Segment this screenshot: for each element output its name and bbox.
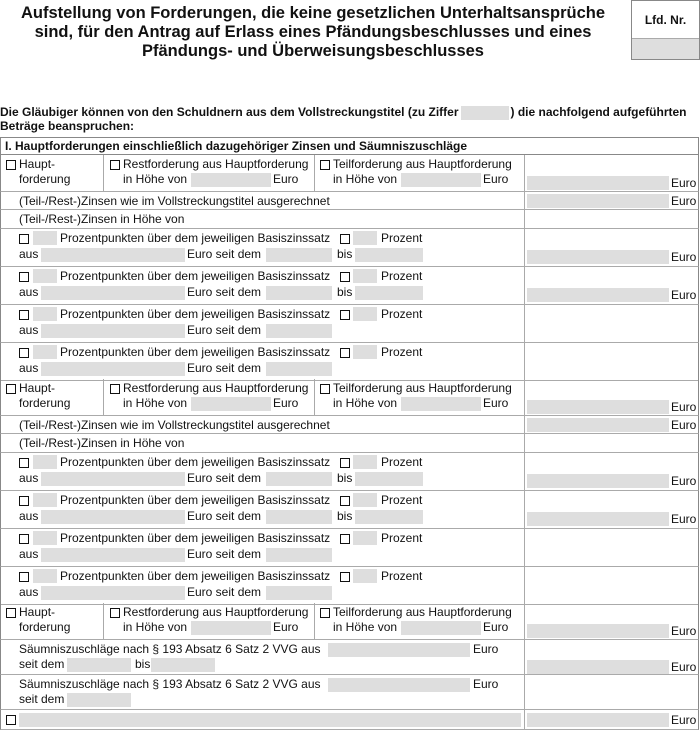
amount-input[interactable] [527, 288, 669, 302]
column-divider [524, 710, 525, 729]
teilforderung-amount-input[interactable] [401, 621, 481, 635]
aus-label: aus [19, 547, 39, 561]
aus-label: aus [19, 471, 39, 485]
restforderung-label: Restforderung aus Hauptforderung [123, 605, 309, 619]
prozent-input[interactable] [353, 493, 377, 507]
amount-input[interactable] [527, 176, 669, 190]
saeumnis-amount-input[interactable] [328, 643, 470, 657]
bis-label: bis [337, 285, 353, 299]
basis-amount-input[interactable] [41, 548, 185, 562]
seit-dem-date-input[interactable] [67, 658, 131, 672]
prozentpunkte-input[interactable] [33, 345, 57, 359]
zinsen-titel-label: (Teil-/Rest-)Zinsen wie im Vollstreckungstitel ausgerechnet [19, 418, 330, 432]
amount-input[interactable] [527, 660, 669, 674]
zinsen-row [0, 491, 699, 529]
prozent-checkbox[interactable] [340, 310, 350, 320]
intro-text [0, 106, 700, 133]
amount-input[interactable] [527, 400, 669, 414]
prozentpunkte-checkbox[interactable] [19, 310, 29, 320]
teilforderung-label: in Höhe von [333, 396, 398, 410]
prozent-label: Prozent [381, 455, 423, 469]
prozent-label: Prozent [381, 493, 423, 507]
prozentpunkte-label: Prozentpunkten über dem jeweiligen Basiszinssatz [60, 493, 331, 507]
amount-input[interactable] [527, 418, 669, 432]
amount-input[interactable] [527, 250, 669, 264]
bis-date-input[interactable] [151, 658, 215, 672]
amount-input[interactable] [527, 512, 669, 526]
euro-unit: Euro [483, 172, 509, 186]
teilforderung-checkbox[interactable] [320, 160, 330, 170]
amount-input[interactable] [527, 624, 669, 638]
seit-dem-date-input[interactable] [266, 324, 332, 338]
aus-label: aus [19, 585, 39, 599]
prozentpunkte-input[interactable] [33, 493, 57, 507]
prozentpunkte-checkbox[interactable] [19, 348, 29, 358]
teilforderung-amount-input[interactable] [401, 397, 481, 411]
euro-unit: Euro [671, 176, 697, 190]
basis-amount-input[interactable] [41, 286, 185, 300]
prozentpunkte-checkbox[interactable] [19, 458, 29, 468]
restforderung-amount-input[interactable] [191, 621, 271, 635]
restforderung-label: in Höhe von [123, 620, 188, 634]
hauptforderung-label: forderung [19, 620, 71, 634]
seit-dem-date-input[interactable] [266, 362, 332, 376]
prozentpunkte-label: Prozentpunkten über dem jeweiligen Basiszinssatz [60, 307, 331, 321]
hauptforderung-row [0, 603, 699, 640]
section-title: I. Hauptforderungen einschließlich dazugehöriger Zinsen und Säumniszuschläge [0, 137, 699, 155]
euro-unit: Euro [671, 713, 697, 727]
aus-label: aus [19, 323, 39, 337]
column-divider [524, 491, 525, 528]
seit-dem-label: seit dem [19, 692, 65, 706]
prozentpunkte-label: Prozentpunkten über dem jeweiligen Basiszinssatz [60, 455, 331, 469]
title-line-1: Aufstellung von Forderungen, die keine gesetzlichen Unterhaltsansprüche [20, 4, 606, 22]
restforderung-label: Restforderung aus Hauptforderung [123, 157, 309, 171]
column-divider [524, 416, 525, 433]
zinsen-hoehe-row [0, 434, 699, 453]
hauptforderung-label: Haupt- [19, 157, 56, 171]
euro-seit-dem-label: Euro seit dem [187, 509, 262, 523]
prozent-checkbox[interactable] [340, 572, 350, 582]
euro-seit-dem-label: Euro seit dem [187, 471, 262, 485]
column-divider [524, 379, 525, 415]
euro-unit: Euro [671, 400, 697, 414]
column-divider [524, 434, 525, 452]
column-divider [524, 192, 525, 209]
lfd-nr-input[interactable] [632, 38, 699, 59]
euro-unit: Euro [483, 620, 509, 634]
prozentpunkte-input[interactable] [33, 231, 57, 245]
prozentpunkte-label: Prozentpunkten über dem jeweiligen Basiszinssatz [60, 569, 331, 583]
basis-amount-input[interactable] [41, 472, 185, 486]
euro-unit: Euro [671, 660, 697, 674]
zinsen-row [0, 305, 699, 343]
zinsen-row [0, 229, 699, 267]
prozentpunkte-label: Prozentpunkten über dem jeweiligen Basiszinssatz [60, 531, 331, 545]
zinsen-row [0, 453, 699, 491]
intro-line-2: Beträge beanspruchen: [0, 119, 135, 133]
restforderung-checkbox[interactable] [110, 608, 120, 618]
euro-unit: Euro [473, 642, 499, 656]
prozentpunkte-checkbox[interactable] [19, 234, 29, 244]
sonstige-row [0, 710, 699, 730]
euro-unit: Euro [671, 418, 697, 432]
restforderung-label: in Höhe von [123, 396, 188, 410]
title-line-2: sind, für den Antrag auf Erlass eines Pfändungsbeschlusses und eines [34, 23, 592, 41]
zinsen-hoehe-row [0, 210, 699, 229]
zinsen-hoehe-label: (Teil-/Rest-)Zinsen in Höhe von [19, 212, 185, 226]
basis-amount-input[interactable] [41, 324, 185, 338]
prozent-checkbox[interactable] [340, 348, 350, 358]
aus-label: aus [19, 247, 39, 261]
prozent-input[interactable] [353, 307, 377, 321]
euro-unit: Euro [483, 396, 509, 410]
zinsen-titel-row [0, 416, 699, 434]
prozent-label: Prozent [381, 231, 423, 245]
title-line-3: Pfändungs- und Überweisungsbeschlusses [142, 42, 484, 60]
bis-date-input[interactable] [355, 510, 423, 524]
euro-unit: Euro [671, 194, 697, 208]
column-divider [524, 267, 525, 304]
teilforderung-label: Teilforderung aus Hauptforderung [333, 605, 512, 619]
prozentpunkte-checkbox[interactable] [19, 272, 29, 282]
prozent-checkbox[interactable] [340, 234, 350, 244]
ziffer-input[interactable] [461, 106, 509, 120]
column-divider [103, 379, 104, 415]
prozent-input[interactable] [353, 269, 377, 283]
column-divider [524, 155, 525, 191]
teilforderung-amount-input[interactable] [401, 173, 481, 187]
euro-unit: Euro [273, 172, 299, 186]
basis-amount-input[interactable] [41, 248, 185, 262]
prozent-label: Prozent [381, 531, 423, 545]
prozentpunkte-checkbox[interactable] [19, 534, 29, 544]
lfd-nr-box [631, 0, 700, 60]
teilforderung-label: in Höhe von [333, 620, 398, 634]
restforderung-checkbox[interactable] [110, 384, 120, 394]
column-divider [524, 529, 525, 566]
sonstige-checkbox[interactable] [6, 715, 16, 725]
teilforderung-label: Teilforderung aus Hauptforderung [333, 157, 512, 171]
basis-amount-input[interactable] [41, 510, 185, 524]
bis-date-input[interactable] [355, 286, 423, 300]
sonstige-input[interactable] [19, 713, 521, 727]
prozent-input[interactable] [353, 345, 377, 359]
aus-label: aus [19, 361, 39, 375]
column-divider [524, 675, 525, 709]
column-divider [524, 603, 525, 639]
column-divider [524, 567, 525, 604]
seit-dem-label: seit dem [19, 657, 65, 671]
bis-label: bis [337, 509, 353, 523]
prozentpunkte-checkbox[interactable] [19, 496, 29, 506]
amount-input[interactable] [527, 474, 669, 488]
restforderung-amount-input[interactable] [191, 173, 271, 187]
zinsen-row [0, 567, 699, 605]
bis-label: bis [337, 247, 353, 261]
column-divider [524, 640, 525, 674]
teilforderung-checkbox[interactable] [320, 608, 330, 618]
saeumnis-label: Säumniszuschläge nach § 193 Absatz 6 Satz 2 VVG aus [19, 642, 321, 656]
prozent-input[interactable] [353, 455, 377, 469]
hauptforderung-label: forderung [19, 396, 71, 410]
saeumnis-row [0, 675, 699, 710]
euro-seit-dem-label: Euro seit dem [187, 547, 262, 561]
euro-unit: Euro [671, 288, 697, 302]
teilforderung-checkbox[interactable] [320, 384, 330, 394]
euro-seit-dem-label: Euro seit dem [187, 585, 262, 599]
hauptforderung-row [0, 379, 699, 416]
seit-dem-date-input[interactable] [266, 510, 332, 524]
bis-label: bis [337, 471, 353, 485]
zinsen-titel-label: (Teil-/Rest-)Zinsen wie im Vollstreckungstitel ausgerechnet [19, 194, 330, 208]
basis-amount-input[interactable] [41, 586, 185, 600]
euro-unit: Euro [273, 620, 299, 634]
hauptforderung-row [0, 155, 699, 192]
prozentpunkte-input[interactable] [33, 569, 57, 583]
lfd-nr-label: Lfd. Nr. [644, 13, 687, 27]
basis-amount-input[interactable] [41, 362, 185, 376]
prozent-input[interactable] [353, 231, 377, 245]
aus-label: aus [19, 285, 39, 299]
zinsen-row [0, 267, 699, 305]
column-divider [103, 603, 104, 639]
bis-date-input[interactable] [355, 248, 423, 262]
seit-dem-date-input[interactable] [266, 586, 332, 600]
zinsen-titel-row [0, 192, 699, 210]
euro-seit-dem-label: Euro seit dem [187, 285, 262, 299]
intro-part-1: Die Gläubiger können von den Schuldnern aus dem Vollstreckungstitel (zu Ziffer [0, 105, 459, 120]
amount-input[interactable] [527, 713, 669, 727]
hauptforderung-label: Haupt- [19, 605, 56, 619]
prozentpunkte-label: Prozentpunkten über dem jeweiligen Basiszinssatz [60, 345, 331, 359]
restforderung-checkbox[interactable] [110, 160, 120, 170]
euro-unit: Euro [671, 474, 697, 488]
zinsen-row [0, 529, 699, 567]
aus-label: aus [19, 509, 39, 523]
bis-label: bis [135, 657, 151, 671]
prozent-label: Prozent [381, 569, 423, 583]
column-divider [524, 229, 525, 266]
column-divider [524, 343, 525, 380]
seit-dem-date-input[interactable] [266, 286, 332, 300]
restforderung-label: in Höhe von [123, 172, 188, 186]
column-divider [524, 453, 525, 490]
euro-unit: Euro [671, 250, 697, 264]
seit-dem-date-input[interactable] [266, 472, 332, 486]
prozentpunkte-label: Prozentpunkten über dem jeweiligen Basiszinssatz [60, 269, 331, 283]
euro-seit-dem-label: Euro seit dem [187, 247, 262, 261]
prozent-checkbox[interactable] [340, 272, 350, 282]
prozentpunkte-input[interactable] [33, 455, 57, 469]
saeumnis-label: Säumniszuschläge nach § 193 Absatz 6 Satz 2 VVG aus [19, 677, 321, 691]
prozentpunkte-input[interactable] [33, 531, 57, 545]
restforderung-label: Restforderung aus Hauptforderung [123, 381, 309, 395]
prozentpunkte-checkbox[interactable] [19, 572, 29, 582]
hauptforderung-checkbox[interactable] [6, 608, 16, 618]
zinsen-row [0, 343, 699, 381]
column-divider [524, 305, 525, 342]
euro-seit-dem-label: Euro seit dem [187, 361, 262, 375]
saeumnis-row [0, 640, 699, 675]
prozent-input[interactable] [353, 531, 377, 545]
teilforderung-label: Teilforderung aus Hauptforderung [333, 381, 512, 395]
restforderung-amount-input[interactable] [191, 397, 271, 411]
euro-unit: Euro [473, 677, 499, 691]
prozentpunkte-label: Prozentpunkten über dem jeweiligen Basiszinssatz [60, 231, 331, 245]
column-divider [103, 155, 104, 191]
zinsen-hoehe-label: (Teil-/Rest-)Zinsen in Höhe von [19, 436, 185, 450]
prozent-label: Prozent [381, 269, 423, 283]
hauptforderung-label: Haupt- [19, 381, 56, 395]
amount-input[interactable] [527, 194, 669, 208]
intro-part-2: ) die nachfolgend aufgeführten [510, 105, 687, 120]
prozent-label: Prozent [381, 345, 423, 359]
saeumnis-amount-input[interactable] [328, 678, 470, 692]
bis-date-input[interactable] [355, 472, 423, 486]
seit-dem-date-input[interactable] [67, 693, 131, 707]
prozent-checkbox[interactable] [340, 496, 350, 506]
prozentpunkte-input[interactable] [33, 269, 57, 283]
euro-seit-dem-label: Euro seit dem [187, 323, 262, 337]
column-divider [524, 210, 525, 228]
euro-unit: Euro [671, 624, 697, 638]
column-divider [314, 155, 315, 191]
hauptforderung-checkbox[interactable] [6, 160, 16, 170]
prozent-input[interactable] [353, 569, 377, 583]
column-divider [314, 603, 315, 639]
teilforderung-label: in Höhe von [333, 172, 398, 186]
prozent-checkbox[interactable] [340, 534, 350, 544]
seit-dem-date-input[interactable] [266, 548, 332, 562]
hauptforderung-checkbox[interactable] [6, 384, 16, 394]
prozentpunkte-input[interactable] [33, 307, 57, 321]
euro-unit: Euro [273, 396, 299, 410]
hauptforderung-label: forderung [19, 172, 71, 186]
seit-dem-date-input[interactable] [266, 248, 332, 262]
prozent-label: Prozent [381, 307, 423, 321]
prozent-checkbox[interactable] [340, 458, 350, 468]
form-title [8, 4, 618, 61]
euro-unit: Euro [671, 512, 697, 526]
column-divider [314, 379, 315, 415]
